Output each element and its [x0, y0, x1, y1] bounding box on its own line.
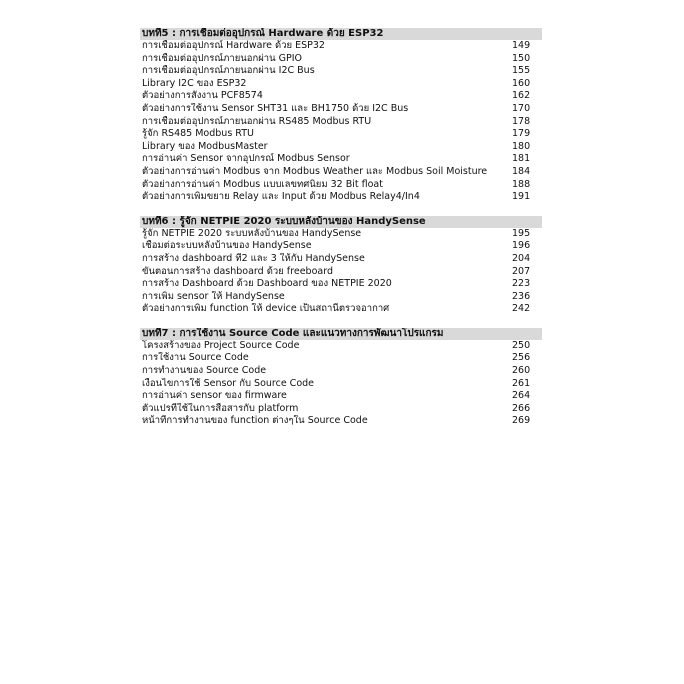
toc-entry [140, 291, 542, 304]
toc-entry-page: 181 [512, 153, 531, 165]
toc-entry [140, 65, 542, 78]
chapter-5-section [140, 28, 542, 204]
toc-entry [140, 53, 542, 66]
toc-entry-page: 264 [512, 390, 531, 402]
toc-entry [140, 352, 542, 365]
toc-entry-title: รู้จัก RS485 Modbus RTU [142, 128, 254, 140]
toc-entry [140, 103, 542, 116]
toc-entry-page: 236 [512, 290, 531, 302]
toc-entry [140, 128, 542, 141]
toc-entry-title: โครงสร้างของ Project Source Code [142, 339, 300, 351]
toc-entry-page: 223 [512, 278, 531, 290]
toc-entry [140, 90, 542, 103]
toc-entry-page: 256 [512, 352, 531, 364]
toc-entry-title: การเชื่อมต่ออุปกรณ์ Hardware ด้วย ESP32 [142, 40, 325, 51]
chapter-heading: บทที่7 : การใช้งาน Source Code และแนวทางการพัฒนาโปรแกรม [140, 328, 542, 340]
toc-entry-title: การเชื่อมต่ออุปกรณ์ภายนอกผ่าน RS485 Modbus RTU [142, 115, 372, 127]
toc-entry [140, 266, 542, 279]
toc-entry-title: ตัวอย่างการเพิ่ม function ให้ device เป็นสถานีตรวจอากาศ [142, 303, 390, 315]
toc-entry-page: 170 [512, 102, 531, 114]
toc-entry-page: 178 [512, 115, 531, 127]
toc-entry-title: การสร้าง dashboard ที่2 และ 3 ให้กับ HandySense [142, 252, 365, 264]
toc-entry-title: ตัวอย่างการสั่งงาน PCF8574 [142, 90, 263, 102]
toc-entry [140, 191, 542, 204]
toc-entry-page: 149 [512, 40, 531, 51]
toc-entry-title: การสร้าง Dashboard ด้วย Dashboard ของ NETPIE 2020 [142, 278, 392, 290]
toc-entry [140, 390, 542, 403]
toc-entry-title: รู้จัก NETPIE 2020 ระบบหลังบ้านของ HandySense [142, 227, 362, 239]
toc-entry-title: ตัวอย่างการเพิ่มขยาย Relay และ Input ด้วย Modbus Relay4/In4 [142, 191, 420, 203]
toc-entry-page: 191 [512, 191, 531, 203]
toc-entry-title: ตัวอย่างการใช้งาน Sensor SHT31 และ BH1750 ด้วย I2C Bus [142, 102, 409, 114]
toc-entry [140, 365, 542, 378]
toc-entry [140, 253, 542, 266]
toc-entry-page: 260 [512, 365, 531, 377]
toc-entry [140, 141, 542, 154]
toc-entry-page: 155 [512, 65, 531, 77]
toc-entry-page: 266 [512, 402, 531, 414]
chapter-heading: บทที่6 : รู้จัก NETPIE 2020 ระบบหลังบ้านของ HandySense [140, 216, 542, 228]
toc-entry-title: การทำงานของ Source Code [142, 365, 267, 377]
toc-entry-page: 162 [512, 90, 531, 102]
toc-entry-title: การใช้งาน Source Code [142, 352, 249, 364]
toc-entry-title: การอ่านค่า Sensor จากอุปกรณ์ Modbus Sensor [142, 153, 350, 165]
toc-entry-title: เชื่อมต่อระบบหลังบ้านของ HandySense [142, 240, 312, 252]
toc-entry-title: การเพิ่ม sensor ให้ HandySense [142, 290, 285, 302]
toc-entry-page: 195 [512, 227, 531, 239]
toc-entry-page: 269 [512, 415, 531, 427]
toc-entry-page: 160 [512, 77, 531, 89]
toc-entry-page: 261 [512, 377, 531, 389]
toc-entry [140, 240, 542, 253]
toc-entry-title: ตัวแปรที่ใช้ในการสื่อสารกับ platform [142, 402, 299, 414]
toc-entry-page: 188 [512, 178, 531, 190]
chapter-5-entries [140, 40, 542, 204]
toc-entry [140, 378, 542, 391]
toc-entry-title: การอ่านค่า sensor ของ firmware [142, 390, 287, 402]
toc-entry-title: การเชื่อมต่ออุปกรณ์ภายนอกผ่าน GPIO [142, 52, 303, 64]
toc-entry [140, 166, 542, 179]
toc-entry-title: ตัวอย่างการอ่านค่า Modbus แบบเลขทศนิยม 32 Bit float [142, 178, 383, 190]
toc-entry-page: 250 [512, 339, 531, 351]
table-of-contents [140, 28, 542, 440]
chapter-heading: บทที่5 : การเชื่อมต่ออุปกรณ์ Hardware ด้วย ESP32 [140, 28, 542, 40]
toc-entry-page: 184 [512, 165, 531, 177]
toc-entry [140, 228, 542, 241]
toc-entry-title: Library ของ ModbusMaster [142, 140, 268, 152]
toc-entry-title: หน้าที่การทำงานของ function ต่างๆใน Source Code [142, 415, 368, 427]
toc-entry-page: 196 [512, 240, 531, 252]
toc-entry-page: 242 [512, 303, 531, 315]
chapter-6-section [140, 216, 542, 316]
toc-entry [140, 340, 542, 353]
toc-entry-title: Library I2C ของ ESP32 [142, 77, 247, 89]
toc-entry-page: 180 [512, 140, 531, 152]
toc-entry-page: 179 [512, 128, 531, 140]
toc-entry [140, 116, 542, 129]
toc-entry-title: ขั้นตอนการสร้าง dashboard ด้วย freeboard [142, 265, 333, 277]
toc-entry [140, 179, 542, 192]
chapter-6-entries [140, 228, 542, 316]
toc-entry-page: 207 [512, 265, 531, 277]
toc-entry [140, 40, 542, 53]
toc-entry [140, 78, 542, 91]
toc-entry [140, 403, 542, 416]
toc-entry-page: 150 [512, 52, 531, 64]
toc-entry [140, 303, 542, 316]
chapter-7-entries [140, 340, 542, 428]
toc-entry [140, 278, 542, 291]
toc-entry [140, 415, 542, 428]
toc-entry-title: ตัวอย่างการอ่านค่า Modbus จาก Modbus Weather และ Modbus Soil Moisture [142, 165, 488, 177]
chapter-7-section [140, 328, 542, 428]
toc-entry-title: การเชื่อมต่ออุปกรณ์ภายนอกผ่าน I2C Bus [142, 65, 315, 77]
toc-entry-page: 204 [512, 252, 531, 264]
toc-entry [140, 153, 542, 166]
toc-entry-title: เงื่อนไขการใช้ Sensor กับ Source Code [142, 377, 315, 389]
